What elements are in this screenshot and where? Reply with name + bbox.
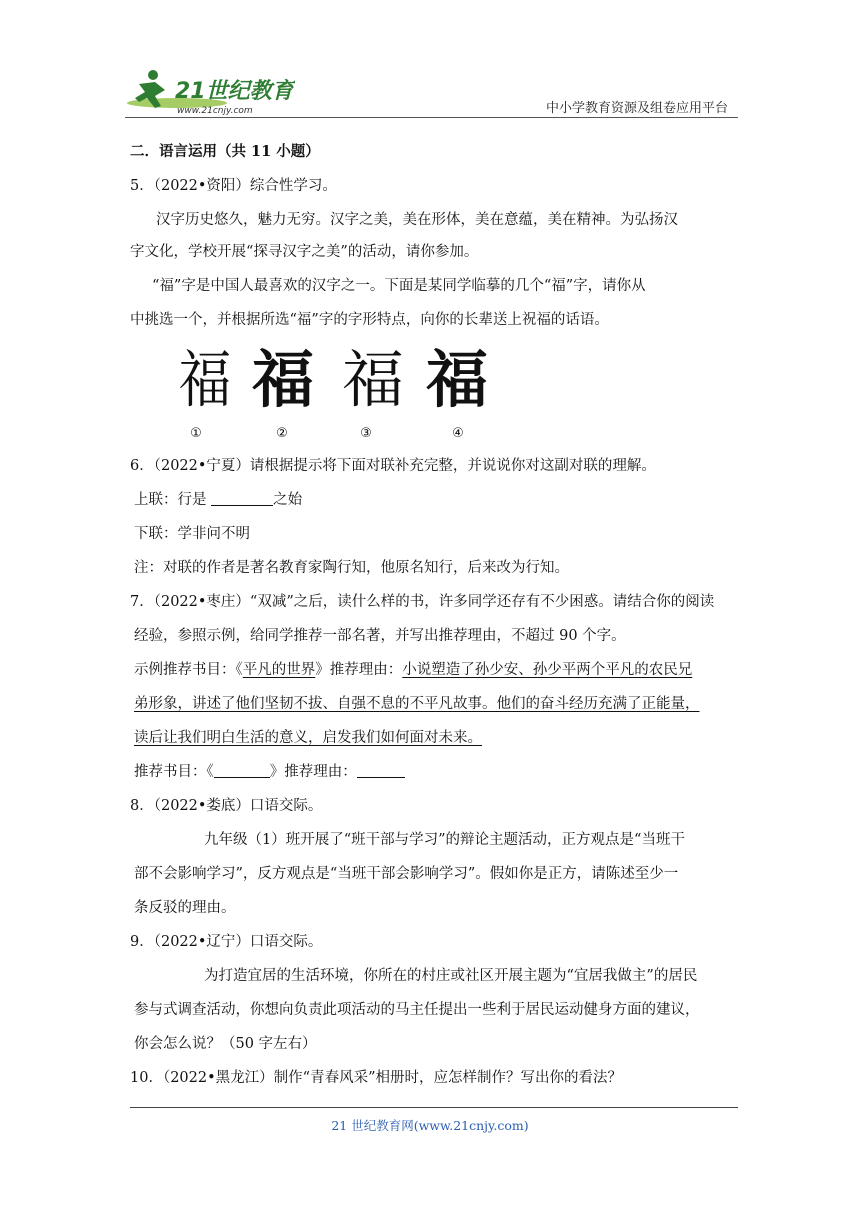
q7-example-reason1: 小说塑造了孙少安、孙少平两个平凡的农民兄 <box>402 662 693 678</box>
header-divider <box>125 117 738 118</box>
q9-para-line1: 为打造宜居的生活环境，你所在的村庄或社区开展主题为“宜居我做主”的居民 <box>204 968 698 984</box>
q7-recommend-mid: 》推荐理由： <box>269 764 357 780</box>
q6-note: 注：对联的作者是著名教育家陶行知，他原名知行，后来改为行知。 <box>134 560 569 576</box>
q7-example-mid: 》推荐理由： <box>315 662 403 678</box>
q8-para-line2: 部不会影响学习”，反方观点是“当班干部会影响学习”。假如你是正方，请陈述至少一 <box>134 866 679 882</box>
logo-url: www.21cnjy.com <box>177 106 253 116</box>
q6-upper-couplet <box>134 490 302 510</box>
q7-recommend-line <box>134 762 405 782</box>
q6-upper-post: 之始 <box>273 492 303 508</box>
q8-para-line1: 九年级（1）班开展了“班干部与学习”的辩论主题活动，正方观点是“当班干 <box>204 832 685 848</box>
fu-char-4-glyph: 福 <box>425 343 488 416</box>
fu-number-4: ④ <box>452 426 464 441</box>
q6-lower-couplet: 下联：学非问不明 <box>134 526 250 542</box>
q7-example-line1 <box>134 660 692 680</box>
q6-answer-blank[interactable] <box>211 491 273 506</box>
q7-head: 7．（2022•枣庄）“双减”之后，读什么样的书，许多同学还存有不少困惑。请结合你的阅读 <box>130 594 715 610</box>
q6-upper-pre: 上联：行是 <box>134 492 207 508</box>
site-logo <box>125 66 295 116</box>
q5-para2-line2: 中挑选一个，并根据所选“福”字的字形特点，向你的长辈送上祝福的话语。 <box>130 312 609 328</box>
logo-text: 21世纪教育 <box>175 79 294 104</box>
q10-head: 10．（2022•黑龙江）制作“青春风采”相册时，应怎样制作？写出你的看法？ <box>130 1070 622 1086</box>
q5-head: 5．（2022•资阳）综合性学习。 <box>130 178 337 194</box>
q7-head-line2: 经验，参照示例，给同学推荐一部名著，并写出推荐理由，不超过 90 个字。 <box>134 628 626 644</box>
fu-char-4 <box>422 345 492 415</box>
q7-example-book: 平凡的世界 <box>242 662 316 678</box>
q7-reason-blank[interactable] <box>357 763 405 778</box>
fu-number-3: ③ <box>360 426 372 441</box>
fu-number-2: ② <box>276 426 288 441</box>
fu-character-samples <box>170 345 500 445</box>
q5-para2-line1: “福”字是中国人最喜欢的汉字之一。下面是某同学临摹的几个“福”字，请你从 <box>152 278 646 294</box>
q7-example-reason2: 弟形象，讲述了他们坚韧不拔、自强不息的不平凡故事。他们的奋斗经历充满了正能量， <box>134 696 700 712</box>
section-title: 二．语言运用（共 11 小题） <box>130 143 320 160</box>
fu-char-3-glyph: 福 <box>341 343 404 416</box>
q9-head: 9．（2022•辽宁）口语交际。 <box>130 934 323 950</box>
footer-divider <box>130 1107 738 1108</box>
q8-head: 8．（2022•娄底）口语交际。 <box>130 798 323 814</box>
q7-example-reason3: 读后让我们明白生活的意义，启发我们如何面对未来。 <box>134 730 482 746</box>
q5-para1-line1: 汉字历史悠久，魅力无穷。汉字之美，美在形体，美在意蕴，美在精神。为弘扬汉 <box>156 212 678 228</box>
q5-para1-line2: 字文化，学校开展“探寻汉字之美”的活动，请你参加。 <box>130 244 479 260</box>
fu-char-2-glyph: 福 <box>251 343 314 416</box>
runner-logo-icon <box>125 66 295 116</box>
footer-link[interactable]: 21 世纪教育网(www.21cnjy.com) <box>331 1118 529 1133</box>
q9-para-line3: 你会怎么说？（50 字左右） <box>134 1036 317 1052</box>
fu-char-3 <box>338 345 408 415</box>
q8-para-line3: 条反驳的理由。 <box>134 900 236 916</box>
fu-char-1 <box>170 345 240 415</box>
q7-recommend-pre: 推荐书目：《 <box>134 764 214 780</box>
header-platform-text: 中小学教育资源及组卷应用平台 <box>545 101 728 116</box>
q6-head: 6．（2022•宁夏）请根据提示将下面对联补充完整，并说说你对这副对联的理解。 <box>130 458 656 474</box>
q9-para-line2: 参与式调查活动，你想向负责此项活动的马主任提出一些利于居民运动健身方面的建议， <box>134 1002 700 1018</box>
fu-char-1-glyph: 福 <box>178 343 232 416</box>
q7-example-prefix: 示例推荐书目：《 <box>134 662 243 678</box>
fu-number-1: ① <box>190 426 202 441</box>
q7-book-blank[interactable] <box>214 763 270 778</box>
fu-char-2 <box>248 345 318 415</box>
